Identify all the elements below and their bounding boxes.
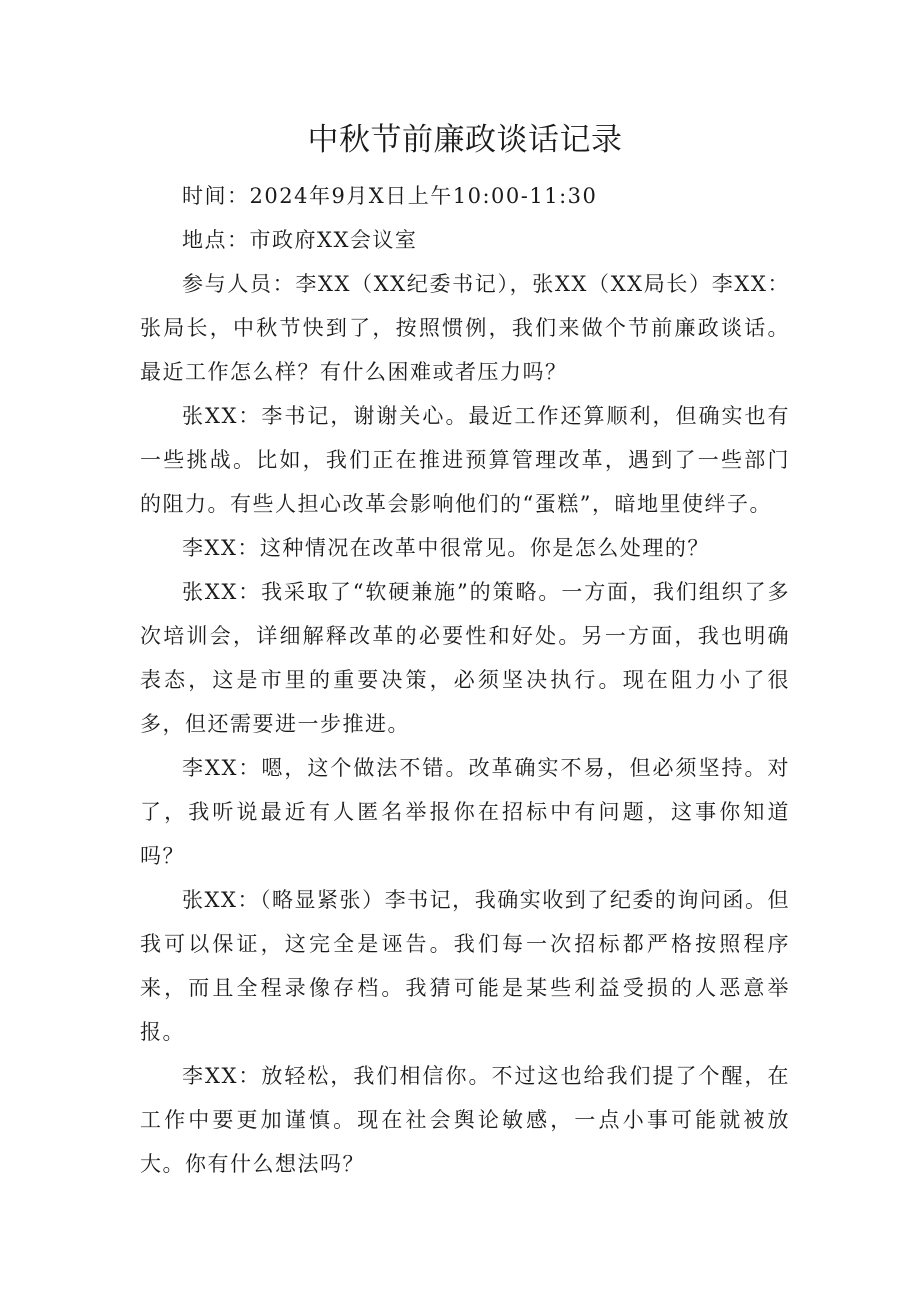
meeting-location: 地点：市政府XX会议室 bbox=[182, 228, 418, 252]
paragraph-zhang-reply-3: 张XX：（略显紧张）李书记，我确实收到了纪委的询问函。但我可以保证，这完全是诬告。我们每一次招标都严格按照程序来，而且全程录像存档。我猜可能是某些利益受损的人恶意举报。 bbox=[140, 888, 790, 1044]
meeting-time: 时间：2024年9月X日上午10:00-11:30 bbox=[182, 184, 598, 208]
paragraph-li-question-2: 李XX：这种情况在改革中很常见。你是怎么处理的？ bbox=[182, 536, 710, 560]
paragraph-zhang-reply-2: 张XX：我采取了“软硬兼施”的策略。一方面，我们组织了多次培训会，详细解释改革的必要性和好处。另一方面，我也明确表态，这是市里的重要决策，必须坚决执行。现在阻力小了很多，但还需要进一步推进。 bbox=[140, 580, 790, 736]
paragraph-zhang-reply-1: 张XX：李书记，谢谢关心。最近工作还算顺利，但确实也有一些挑战。比如，我们正在推进预算管理改革，遇到了一些部门的阻力。有些人担心改革会影响他们的“蛋糕”，暗地里使绊子。 bbox=[140, 404, 790, 516]
document-title: 中秋节前廉政谈话记录 bbox=[307, 122, 623, 158]
paragraph-li-question-3: 李XX：嗯，这个做法不错。改革确实不易，但必须坚持。对了，我听说最近有人匿名举报你在招标中有问题，这事你知道吗？ bbox=[140, 756, 790, 868]
document-body bbox=[140, 174, 790, 1186]
paragraph-li-question-4: 李XX：放轻松，我们相信你。不过这也给我们提了个醒，在工作中要更加谨慎。现在社会舆论敏感，一点小事可能就被放大。你有什么想法吗？ bbox=[140, 1064, 790, 1176]
paragraph-participants: 参与人员：李XX（XX纪委书记），张XX（XX局长）李XX：张局长，中秋节快到了，按照惯例，我们来做个节前廉政谈话。最近工作怎么样？有什么困难或者压力吗？ bbox=[140, 272, 790, 384]
